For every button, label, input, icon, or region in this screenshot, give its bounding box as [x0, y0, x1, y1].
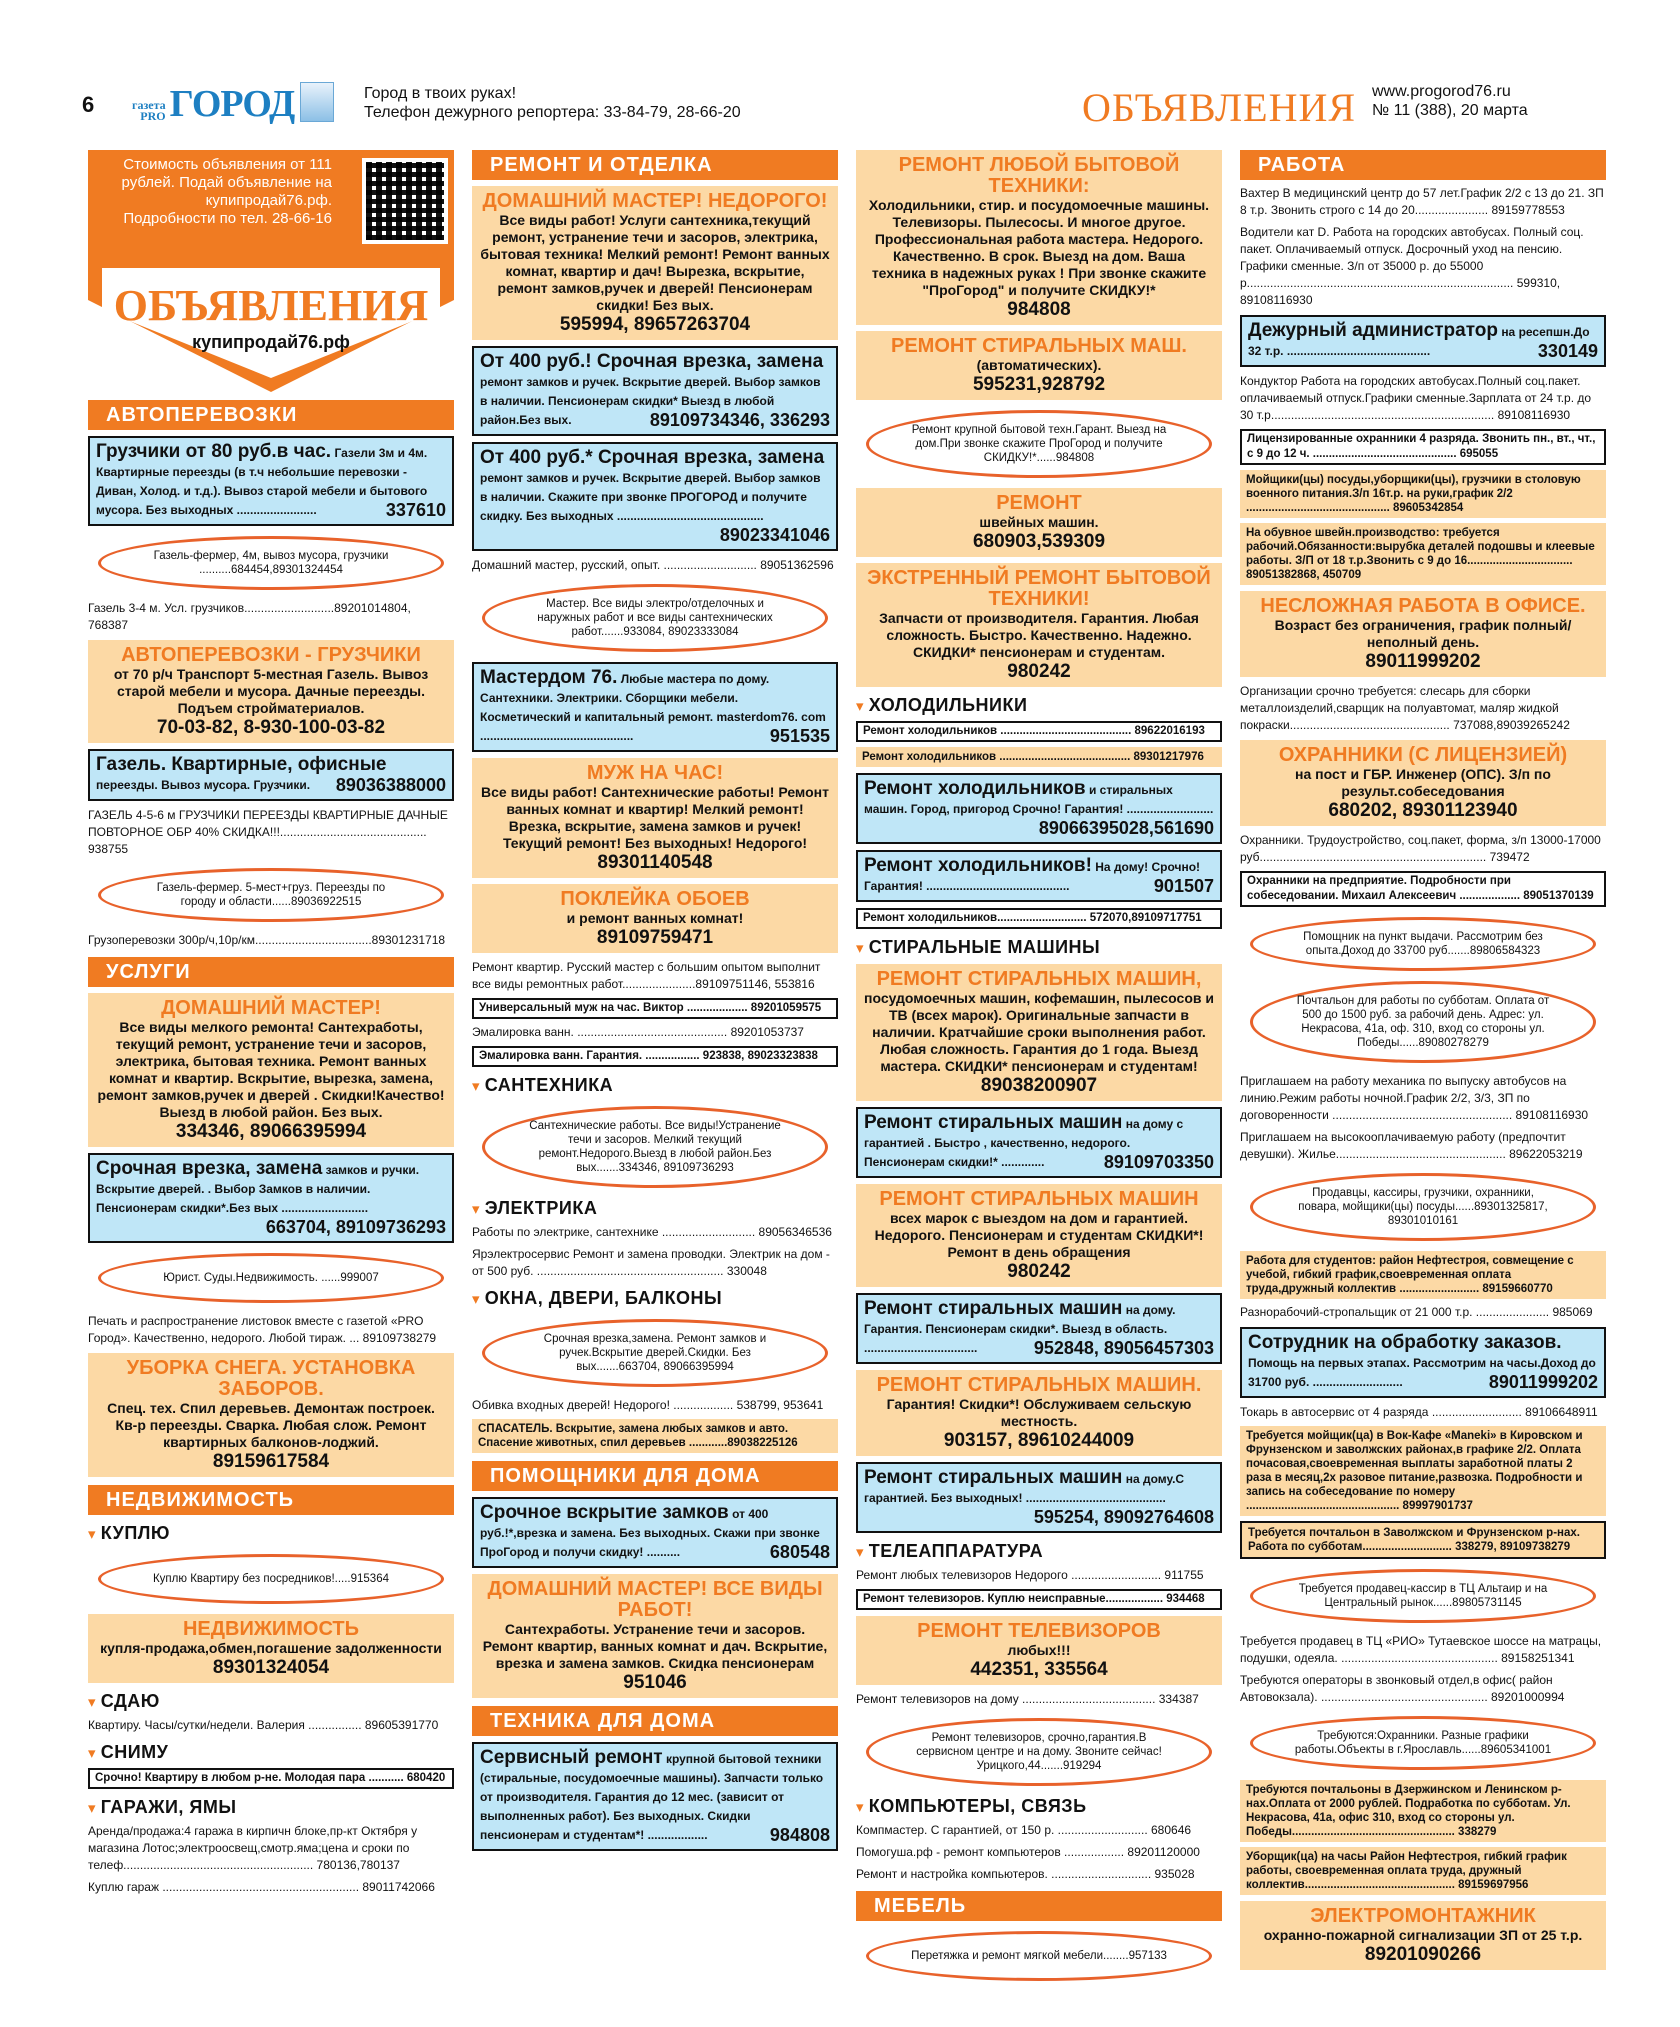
ad-orange	[1240, 1901, 1606, 1970]
ad-body: Сантехработы. Устранение течи и засоров. Ремонт квартир, ванных комнат и дач. Вскрытие, врезка и замена замков. Скидка пенсионерам	[482, 1621, 828, 1671]
header-furniture: МЕБЕЛЬ	[856, 1891, 1222, 1921]
subheader-rent: ▾ СДАЮ	[88, 1691, 454, 1712]
ad-phone[interactable]: 680202, 89301123940	[1328, 800, 1518, 821]
ad-title: ДОМАШНИЙ МАСТЕР!	[161, 997, 381, 1019]
ad-phone[interactable]: 89038200907	[980, 1075, 1098, 1096]
ad-line: Компмастер. С гарантией, от 150 р. ........................... 680646	[856, 1823, 1192, 1837]
logo-text: ГОРОД	[169, 83, 295, 125]
ad-orange	[88, 640, 454, 743]
ad-orange	[472, 884, 838, 953]
slogan-line-2: Телефон дежурного репортера: 33-84-79, 28-66-20	[364, 104, 741, 121]
ad-shaded: Уборщик(ца) на часы Район Нефтестроя, гибкий график работы, своевременная оплата труда, дружный коллектив............................................... 89159697956	[1240, 1847, 1606, 1895]
ad-orange	[472, 1574, 838, 1698]
logo	[132, 82, 334, 125]
ad-line: Приглашаем на работу механика по выпуску автобусов на линию.Режим работы ночной.График 2/2, 3/3, ЗП по договоренности ...................................................... 89108116930	[1240, 1074, 1589, 1122]
ad-body: ремонт замков и ручек. Вскрытие дверей. Выбор замков в наличии. Пенсионерам скидки* Выезд в любой район.Без вых.	[480, 375, 821, 427]
ad-shaded: Требуется почтальон в Заволжском и Фрунзенском р-нах. Работа по субботам............................ 338279, 89109738279	[1240, 1521, 1606, 1559]
ad-line: Кондуктор Работа на городских автобусах.Полный соц.пакет. оплачиваемый отпуск.Графики сменные.Зарплата от 24 т.р. до 30 т.р................................................................... 89108116930	[1240, 374, 1592, 422]
ad-box	[1240, 1327, 1606, 1398]
ad-body: Любые мастера по дому. Сантехники. Электрики. Сборщики мебели. Косметический и капитальный ремонт. masterdom76. com ..............................................	[480, 672, 826, 743]
ad-phone[interactable]: 951046	[623, 1672, 687, 1693]
column-2	[472, 150, 838, 1857]
slogan	[364, 84, 741, 122]
ad-title: РЕМОНТ	[996, 492, 1082, 514]
ad-phone[interactable]: 903157, 89610244009	[943, 1430, 1135, 1451]
ad-shaded: Мойщики(цы) посуды,уборщики(цы), грузчики в столовую военного питания.З/п 16т.р. на руки,график 2/2 ............................................. 89605342854	[1240, 470, 1606, 518]
ad-box	[856, 1107, 1222, 1178]
ad-oval: Сантехнические работы. Все виды!Устранение течи и засоров. Мелкий текущий ремонт.Недорого.Выезд в любой район.Без вых.......334346, 89109736293	[482, 1106, 828, 1188]
ad-orange	[472, 186, 838, 340]
issue-info: № 11 (388), 20 марта	[1372, 102, 1528, 119]
ad-body: и стиральных машин. Город, пригород Срочно! Гарантия! ..........................	[864, 783, 1214, 816]
ad-body: охранно-пожарной сигнализации ЗП от 25 т.р.	[1263, 1927, 1583, 1943]
header-helpers: ПОМОЩНИКИ ДЛЯ ДОМА	[472, 1461, 838, 1491]
logo-hand-icon	[300, 82, 334, 122]
ad-title: РЕМОНТ ТЕЛЕВИЗОРОВ	[917, 1620, 1161, 1642]
ad-body: замков и ручки. Вскрытие дверей. . Выбор Замков в наличии. Пенсионерам скидки*.Без вых ..........................	[96, 1163, 420, 1215]
ad-title: ДОМАШНИЙ МАСТЕР! НЕДОРОГО!	[482, 190, 828, 212]
ad-phone[interactable]: 984808	[1007, 299, 1071, 320]
ad-shaded: На обувное швейн.производство: требуется рабочий.Обязанности:вырубка деталей подошвы и клеевые работы. З/П от 18 т.р.Звонить с 9 до 16................................. 89051382868, 450709	[1240, 523, 1606, 585]
slogan-line-1: Город в твоих руках!	[364, 85, 517, 102]
ad-orange	[472, 758, 838, 878]
ad-orange	[1240, 591, 1606, 677]
ad-body: Спец. тех. Спил деревьев. Демонтаж построек. Кв-р переезды. Сварка. Любая слож. Ремонт квартирных балконов-лоджий.	[107, 1400, 435, 1450]
header-appliances: ТЕХНИКА ДЛЯ ДОМА	[472, 1706, 838, 1736]
ad-box	[856, 1462, 1222, 1533]
ad-body: любых!!!	[1007, 1642, 1071, 1658]
ad-body: швейных машин.	[979, 514, 1099, 530]
ad-orange	[1240, 740, 1606, 826]
promo-title: ОБЪЯВЛЕНИЯ	[113, 281, 429, 330]
ad-line: Ремонт и настройка компьютеров. .............................. 935028	[856, 1867, 1195, 1881]
ad-box	[856, 1293, 1222, 1364]
ad-box	[856, 850, 1222, 902]
ad-phone[interactable]: 595254, 89092764608	[1033, 1507, 1214, 1527]
ad-phone[interactable]: 89109734346, 336293	[649, 410, 830, 430]
ad-phone[interactable]: 595994, 89657263704	[559, 314, 751, 335]
ad-body: на дому с гарантией . Быстро , качественно, недорого. Пенсионерам скидки!* .............	[864, 1117, 1184, 1169]
ad-phone[interactable]: 980242	[1007, 661, 1071, 682]
ad-title: ЭЛЕКТРОМОНТАЖНИК	[1310, 1905, 1536, 1927]
ad-orange	[856, 964, 1222, 1101]
ad-phone[interactable]: 442351, 335564	[970, 1659, 1108, 1680]
ad-line: Грузоперевозки 300р/ч,10р/км...................................89301231718	[88, 933, 446, 947]
ad-orange	[856, 1184, 1222, 1287]
ad-body: посудомоечных машин, кофемашин, пылесосов и ТВ (всех марок). Оригинальные запчасти в наличии. Кратчайшие сроки выполнения работ. Любая сложность. Гарантия до 1 года. Выезд мастера. СКИДКИ* пенсионерам и студентам!	[864, 990, 1214, 1074]
ad-box	[472, 442, 838, 551]
ad-title: Срочная врезка, замена	[96, 1158, 323, 1179]
ad-phone[interactable]: 89011999202	[1488, 1372, 1598, 1392]
ad-title: Мастердом 76.	[480, 667, 618, 688]
ad-phone[interactable]: 89109703350	[1103, 1152, 1214, 1172]
ad-line: Разнорабочий-стропальщик от 21 000 т.р. ...................... 985069	[1240, 1305, 1593, 1319]
ad-line: Водители кат D. Работа на городских автобусах. Полный соц. пакет. Оплачиваемый отпуск. Досрочный уход на пенсию. Графики сменные. З/п от 35000 р. до 55000 р................................................................................ 599310, 89108116930	[1240, 225, 1584, 307]
header-services: УСЛУГИ	[88, 957, 454, 987]
ad-box	[472, 346, 838, 436]
header-work: РАБОТА	[1240, 150, 1606, 180]
ad-title: Дежурный администратор	[1248, 320, 1498, 341]
ad-orange	[856, 150, 1222, 325]
ad-phone[interactable]: 680903,539309	[972, 531, 1106, 552]
ad-orange	[856, 1616, 1222, 1685]
ad-body: Все виды работ! Сантехнические работы! Ремонт ванных комнат и квартир! Мелкий ремонт! Врезка, вскрытие, замена замков и ручек! Текущий ремонт! Без выходных! Недорого!	[481, 784, 829, 851]
ad-phone[interactable]: 595231,928792	[972, 374, 1106, 395]
ad-box	[88, 436, 454, 526]
ad-body: купля-продажа,обмен,погашение задолженности	[100, 1640, 442, 1656]
ad-oval: Требуются:Охранники. Разные графики работы.Объекты в г.Ярославль......89605341001	[1250, 1716, 1596, 1770]
ad-phone[interactable]: 89036388000	[335, 775, 446, 795]
ad-body: Все виды работ! Услуги сантехника,текущий ремонт, устранение течи и засоров, электрика, бытовая техника! Мелкий ремонт! Ремонт ванных комнат, квартир и дач! Вырезка, вскрытие, ремонт замков,ручек и дверей! Пенсионерам скидки! Без вых.	[480, 212, 830, 313]
ad-phone[interactable]: 89023341046	[719, 525, 830, 545]
ad-title: Сотрудник на обработку заказов.	[1248, 1332, 1562, 1353]
site-url[interactable]: www.progorod76.ru	[1372, 83, 1511, 100]
subheader-computers: ▾ КОМПЬЮТЕРЫ, СВЯЗЬ	[856, 1796, 1222, 1817]
ad-line: Эмалировка ванн. ............................................. 89201053737	[472, 1025, 804, 1039]
ad-title: От 400 руб.! Срочная врезка, замена	[480, 351, 824, 372]
subheader-garages: ▾ ГАРАЖИ, ЯМЫ	[88, 1797, 454, 1818]
section-title: ОБЪЯВЛЕНИЯ	[1082, 85, 1357, 130]
ad-title: РЕМОНТ СТИРАЛЬНЫХ МАШИН.	[876, 1374, 1202, 1396]
subheader-fridges: ▾ ХОЛОДИЛЬНИКИ	[856, 695, 1222, 716]
ad-title: Ремонт холодильников	[864, 778, 1086, 799]
ad-line: Домашний мастер, русский, опыт. ............................ 89051362596	[472, 558, 834, 572]
ad-line: Работы по электрике, сантехнике ............................ 89056346536	[472, 1225, 832, 1239]
ad-orange	[856, 488, 1222, 557]
column-3	[856, 150, 1222, 1991]
qr-code-icon[interactable]	[362, 158, 448, 244]
subheader-buy: ▾ КУПЛЮ	[88, 1523, 454, 1544]
ad-oval: Помощник на пункт выдачи. Рассмотрим без опыта.Доход до 33700 руб.......89806584323	[1250, 917, 1596, 971]
promo-text: Стоимость объявления от 111 рублей. Подай объявление на купипродай76.рф. Подробности по тел. 28-66-16	[121, 156, 332, 227]
ad-phone[interactable]: 680548	[769, 1542, 830, 1562]
ad-body: Гарантия! Скидки*! Обслуживаем сельскую местность.	[886, 1396, 1192, 1429]
ad-oval: Мастер. Все виды электро/отделочных и наружных работ и все виды сантехнических работ.......933084, 89023333084	[482, 584, 828, 652]
ad-line: Квартиру. Часы/сутки/недели. Валерия ................ 89605391770	[88, 1718, 439, 1732]
ad-box	[472, 662, 838, 752]
ad-line: Вахтер В медицинский центр до 57 лет.График 2/2 с 13 до 21. ЗП 8 т.р. Звонить строго с 14 до 20...................... 89159778553	[1240, 186, 1604, 217]
subheader-electric: ▾ ЭЛЕКТРИКА	[472, 1198, 838, 1219]
ad-shaded: Требуется мойщик(ца) в Вок-Кафе «Maneki» в Кировском и Фрунзенском и заволжских районах,в графике 2/2. Оплата почасовая,своевременная выплаты заработной платы 2 раза в месяц,2х разовое питание,развозка. Подробности и запись на собеседование по номеру ................................................ 89997901737	[1240, 1426, 1606, 1516]
ad-boxed: Ремонт холодильников............................ 572070,89109717751	[856, 908, 1222, 929]
ad-title: ОХРАННИКИ (С ЛИЦЕНЗИЕЙ)	[1278, 744, 1568, 766]
ad-body: на дому.С гарантией. Без выходных! ..........................................	[864, 1472, 1185, 1505]
ad-oval: Срочная врезка,замена. Ремонт замков и ручек.Вскрытие дверей.Скидки. Без вых.......663704, 89066395994	[482, 1319, 828, 1387]
ad-box	[88, 749, 454, 801]
ad-shaded: Требуются почтальоны в Дзержинском и Ленинском р-нах.Оплата от 2000 рублей. Подработка по субботам. Ул. Некрасова, 41а, офис 310, вход со стороны ул. Победы................................................... 338279	[1240, 1780, 1606, 1842]
ad-box	[1240, 315, 1606, 367]
ad-title: ПОКЛЕЙКА ОБОЕВ	[560, 888, 750, 910]
ad-orange	[88, 1614, 454, 1683]
ad-body: Газели 3м и 4м. Квартирные переезды (в т.ч небольшие перевозки - Диван, Холод. и т.д.). Вывоз старой мебели и бытового мусора. Без выходных ........................	[96, 446, 428, 517]
header-repair: РЕМОНТ И ОТДЕЛКА	[472, 150, 838, 180]
header-real-estate: НЕДВИЖИМОСТЬ	[88, 1485, 454, 1515]
ad-body: Все виды мелкого ремонта! Сантехработы, текущий ремонт, устранение течи и засоров, электрика, бытовая техника. Ремонт ванных комнат и квартир. Вскрытие, вырезка, замена, ремонт замков,ручек и дверей . Скидки!Качество! Выезд в любой район. Без вых.	[97, 1019, 445, 1120]
ad-boxed: Лицензированные охранники 4 разряда. Звонить пн., вт., чт., с 9 до 12 ч. ............................................. 695055	[1240, 429, 1606, 465]
ad-oval: Юрист. Суды.Недвижимость. ......999007	[98, 1253, 444, 1303]
subheader-tv: ▾ ТЕЛЕАППАРАТУРА	[856, 1541, 1222, 1562]
ad-line: Ярэлектросервис Ремонт и замена проводки. Электрик на дом - от 500 руб. ........................................................ 330048	[472, 1247, 830, 1278]
ad-body: На дому! Срочно! Гарантия! ...........................................	[864, 860, 1201, 893]
page-number: 6	[82, 92, 95, 117]
ad-line: Куплю гараж ........................................................... 89011742066	[88, 1880, 435, 1894]
ad-title: ЭКСТРЕННЫЙ РЕМОНТ БЫТОВОЙ ТЕХНИКИ!	[867, 567, 1211, 610]
promo-block	[88, 150, 454, 392]
ad-shaded: Работа для студентов: район Нефтестроя, совмещение с учебой, гибкий график,своевременная оплата труда,дружный коллектив ......................... 89159660770	[1240, 1251, 1606, 1299]
ad-line: Печать и распространение листовок вместе с газетой «PRO Город». Качественно, недорого. Любой тираж. ... 89109738279	[88, 1314, 437, 1345]
ad-title: Ремонт холодильников!	[864, 855, 1092, 876]
ad-line: Ремонт любых телевизоров Недорого ........................... 911755	[856, 1568, 1204, 1582]
ad-phone[interactable]: 89159617584	[212, 1451, 330, 1472]
ad-phone[interactable]: 663704, 89109736293	[265, 1217, 446, 1237]
ad-phone[interactable]: 89201090266	[1364, 1944, 1482, 1965]
ad-phone[interactable]: 980242	[1007, 1261, 1071, 1282]
ad-oval: Ремонт телевизоров, срочно,гарантия.В сервисном центре и на дому. Звоните сейчас! Урицкого,44.......919294	[866, 1718, 1212, 1786]
ad-oval: Газель-фермер. 5-мест+груз. Переезды по городу и области......89036922515	[98, 868, 444, 922]
ad-line: Токарь в автосервис от 4 разряда ........................... 89106648911	[1240, 1405, 1598, 1419]
ad-title: НЕДВИЖИМОСТЬ	[182, 1618, 360, 1640]
header-autotransport: АВТОПЕРЕВОЗКИ	[88, 400, 454, 430]
ad-body: от 70 р/ч Транспорт 5-местная Газель. Вывоз старой мебели и мусора. Дачные переезды. Подъем стройматериалов.	[113, 666, 429, 716]
ad-oval: Ремонт крупной бытовой техн.Гарант. Выезд на дом.При звонке скажите ПроГород и получите СКИДКУ!*......984808	[866, 410, 1212, 478]
ad-oval: Перетяжка и ремонт мягкой мебели........957133	[866, 1931, 1212, 1981]
ad-body: на пост и ГБР. Инженер (ОПС). З/п по результ.собеседования	[1295, 766, 1551, 799]
ad-phone[interactable]: 89011999202	[1365, 651, 1481, 672]
ad-body: Возраст без ограничения, график полный/неполный день.	[1274, 617, 1572, 650]
ad-box	[88, 1153, 454, 1243]
ad-line: Газель 3-4 м. Усл. грузчиков...........................89201014804, 768387	[88, 601, 411, 632]
ad-body: (автоматических).	[976, 357, 1102, 373]
subheader-plumbing: ▾ САНТЕХНИКА	[472, 1075, 838, 1096]
ad-line: Аренда/продажа:4 гаража в кирпичн блоке,пр-кт Октября у магазина Лотос;электроосвещ,смотр.яма;цена и сроки по телеф......................................................... 780136,780137	[88, 1824, 418, 1872]
ad-oval: Газель-фермер, 4м, вывоз мусора, грузчики ..........684454,89301324454	[98, 536, 444, 590]
ad-body: всех марок с выездом на дом и гарантией. Недорого. Пенсионерам и студентам СКИДКИ*! Ремонт в день обращения	[874, 1210, 1204, 1260]
ad-title: Ремонт стиральных машин	[864, 1467, 1123, 1488]
ad-body: Запчасти от производителя. Гарантия. Любая сложность. Быстро. Качественно. Надежно. СКИДКИ* пенсионерам и студентам.	[879, 610, 1199, 660]
ad-title: РЕМОНТ СТИРАЛЬНЫХ МАШ.	[890, 335, 1187, 357]
ad-phone[interactable]: 334346, 89066395994	[175, 1121, 367, 1142]
subheader-windows: ▾ ОКНА, ДВЕРИ, БАЛКОНЫ	[472, 1288, 838, 1309]
ad-shaded: СПАСАТЕЛЬ. Вскрытие, замена любых замков и авто. Спасение животных, спил деревьев ............89038225126	[472, 1419, 838, 1453]
ad-orange	[856, 331, 1222, 400]
ad-oval: Куплю Квартиру без посредников!.....915364	[98, 1554, 444, 1604]
column-1	[88, 150, 454, 1901]
ad-line: Ремонт телевизоров на дому ........................................ 334387	[856, 1692, 1199, 1706]
ad-orange	[856, 563, 1222, 687]
ad-line: ГАЗЕЛЬ 4-5-6 м ГРУЗЧИКИ ПЕРЕЕЗДЫ КВАРТИРНЫЕ ДАЧНЫЕ ПОВТОРНОЕ ОБР 40% СКИДКА!!!............................................ 938755	[88, 808, 448, 856]
ad-title: ДОМАШНИЙ МАСТЕР! ВСЕ ВИДЫ РАБОТ!	[487, 1578, 823, 1621]
ad-phone[interactable]: 952848, 89056457303	[1033, 1338, 1214, 1358]
ad-title: РЕМОНТ СТИРАЛЬНЫХ МАШИН	[879, 1188, 1199, 1210]
ad-phone[interactable]: 89066395028,561690	[1038, 818, 1214, 838]
ad-oval: Продавцы, кассиры, грузчики, охранники, повара, мойщики(цы) посуды......89301325817, 89301010161	[1250, 1173, 1596, 1241]
logo-small-1: газета	[132, 98, 166, 112]
ad-oval: Требуется продавец-кассир в ТЦ Альтаир и на Центральный рынок......89805731145	[1250, 1569, 1596, 1623]
ad-phone[interactable]: 330149	[1537, 341, 1598, 361]
ad-title: НЕСЛОЖНАЯ РАБОТА В ОФИСЕ.	[1260, 595, 1586, 617]
ad-orange	[88, 1353, 454, 1477]
ad-title: Газель. Квартирные, офисные	[96, 754, 387, 775]
ad-phone[interactable]: 89301140548	[597, 852, 713, 873]
logo-small-2: PRO	[140, 109, 166, 123]
ad-body: ремонт замков и ручек. Вскрытие дверей. Выбор замков в наличии. Скажите при звонке ПРОГОРОД и получите скидку. Без выходных ............................................	[480, 471, 821, 523]
ad-orange	[856, 1370, 1222, 1456]
subheader-washers: ▾ СТИРАЛЬНЫЕ МАШИНЫ	[856, 937, 1222, 958]
ad-title: От 400 руб.* Срочная врезка, замена	[480, 447, 825, 468]
ad-boxed: Охранники на предприятие. Подробности при собеседовании. Михаил Алексеевич ................... 89051370139	[1240, 871, 1606, 907]
ad-title: МУЖ НА ЧАС!	[586, 762, 724, 784]
ad-line: Организации срочно требуется: слесарь для сборки металлоизделий,сварщик на полуавтомат, маляр жидкой покраски................................................ 737088,89039265242	[1240, 684, 1570, 732]
ad-title: АВТОПЕРЕВОЗКИ - ГРУЗЧИКИ	[121, 644, 421, 666]
ad-body: на ресепшн.До 32 т.р. ...........................................	[1248, 325, 1590, 358]
site-info	[1372, 82, 1528, 120]
ad-phone[interactable]: 89109759471	[596, 927, 714, 948]
ad-body: и ремонт ванных комнат!	[566, 910, 744, 926]
ad-title: Ремонт стиральных машин	[864, 1298, 1123, 1319]
ad-title: РЕМОНТ ЛЮБОЙ БЫТОВОЙ ТЕХНИКИ:	[898, 154, 1180, 197]
ad-shaded: Ремонт холодильников ......................................... 89301217976	[856, 747, 1222, 767]
ad-body: Помощь на первых этапах. Рассмотрим на часы.Доход до 31700 руб. ...........................	[1248, 1356, 1596, 1389]
ad-title: Грузчики от 80 руб.в час.	[96, 441, 332, 462]
ad-body: переезды. Вывоз мусора. Грузчики.	[96, 778, 311, 792]
ad-line: Ремонт квартир. Русский мастер с большим опытом выполнит все виды ремонтных работ......................89109751146, 553816	[472, 960, 821, 991]
ad-line: Приглашаем на высокооплачиваемую работу (предпочтит девушки). Жилье................................................... 89622053219	[1240, 1130, 1583, 1161]
ad-orange	[88, 993, 454, 1147]
ad-phone[interactable]: 951535	[769, 726, 830, 746]
ad-phone[interactable]: 984808	[769, 1825, 830, 1845]
ad-line: Обивка входных дверей! Недорого! .................. 538799, 953641	[472, 1398, 824, 1412]
ad-oval: Почтальон для работы по субботам. Оплата от 500 до 1500 руб. за рабочий день. Адрес: ул. Некрасова, 41а, оф. 310, вход со стороны ул. Победы......89080278279	[1250, 981, 1596, 1063]
ad-box	[856, 773, 1222, 844]
ad-phone[interactable]: 337610	[385, 500, 446, 520]
ad-phone[interactable]: 70-03-82, 8-930-100-03-82	[156, 717, 386, 738]
ad-boxed: Ремонт телевизоров. Куплю неисправные.................. 934468	[856, 1589, 1222, 1610]
ad-body: крупной бытовой техники (стиральные, посудомоечные машины). Запчасти только от производителя. Гарантия до 12 мес. (зависит от выполненных работ). Без выходных. Скидки пенсионерам и студентам*! ..................	[480, 1752, 824, 1842]
ad-phone[interactable]: 89301324054	[212, 1657, 330, 1678]
ad-box	[472, 1497, 838, 1568]
ad-box	[472, 1742, 838, 1851]
ad-boxed: Универсальный муж на час. Виктор ................... 89201059575	[472, 998, 838, 1019]
ad-body: на дому. Гарантия. Пенсионерам скидки*. Выезд в область. ..................................	[864, 1303, 1176, 1355]
subheader-hire: ▾ СНИМУ	[88, 1742, 454, 1763]
ad-title: РЕМОНТ СТИРАЛЬНЫХ МАШИН,	[876, 968, 1202, 990]
ad-line: Требуется продавец в ТЦ «РИО» Тутаевское шоссе на матрацы, подушки, одеяла. ............................................... 89158251341	[1240, 1634, 1602, 1665]
ad-phone[interactable]: 901507	[1153, 876, 1214, 896]
ad-boxed: Ремонт холодильников ......................................... 89622016193	[856, 721, 1222, 742]
ad-line: Требуются операторы в звонковый отдел,в офис( район Автовокзала). .................................................. 89201000994	[1240, 1673, 1565, 1704]
ad-title: УБОРКА СНЕГА. УСТАНОВКА ЗАБОРОВ.	[126, 1357, 416, 1400]
ad-body: от 400 руб.!*,врезка и замена. Без выходных. Скажи при звонке ПроГород и получи скидку! ..........	[480, 1507, 820, 1559]
ad-boxed: Срочно! Квартиру в любом р-не. Молодая пара ........... 680420	[88, 1768, 454, 1789]
ad-boxed: Эмалировка ванн. Гарантия. ................. 923838, 89023323838	[472, 1046, 838, 1067]
ad-title: Срочное вскрытие замков	[480, 1502, 729, 1523]
ad-line: Охранники. Трудоустройство, соц.пакет, форма, з/п 13000-17000 руб.................................................................... 739472	[1240, 833, 1601, 864]
column-4	[1240, 150, 1606, 1976]
ad-title: Ремонт стиральных машин	[864, 1112, 1123, 1133]
ad-line: Помогуша.рф - ремонт компьютеров .................. 89201120000	[856, 1845, 1200, 1859]
ad-body: Холодильники, стир. и посудомоечные машины. Телевизоры. Пылесосы. И многое другое. Профессиональная работа мастера. Недорого. Качественно. В срок. Выезд на дом. Ваша техника в надежных руках ! При звонке скажите "ПроГород" и получите СКИДКУ!*	[868, 197, 1210, 298]
page-header	[82, 78, 1602, 130]
ad-title: Сервисный ремонт	[480, 1747, 663, 1768]
promo-site[interactable]: купипродай76.рф	[192, 332, 350, 352]
